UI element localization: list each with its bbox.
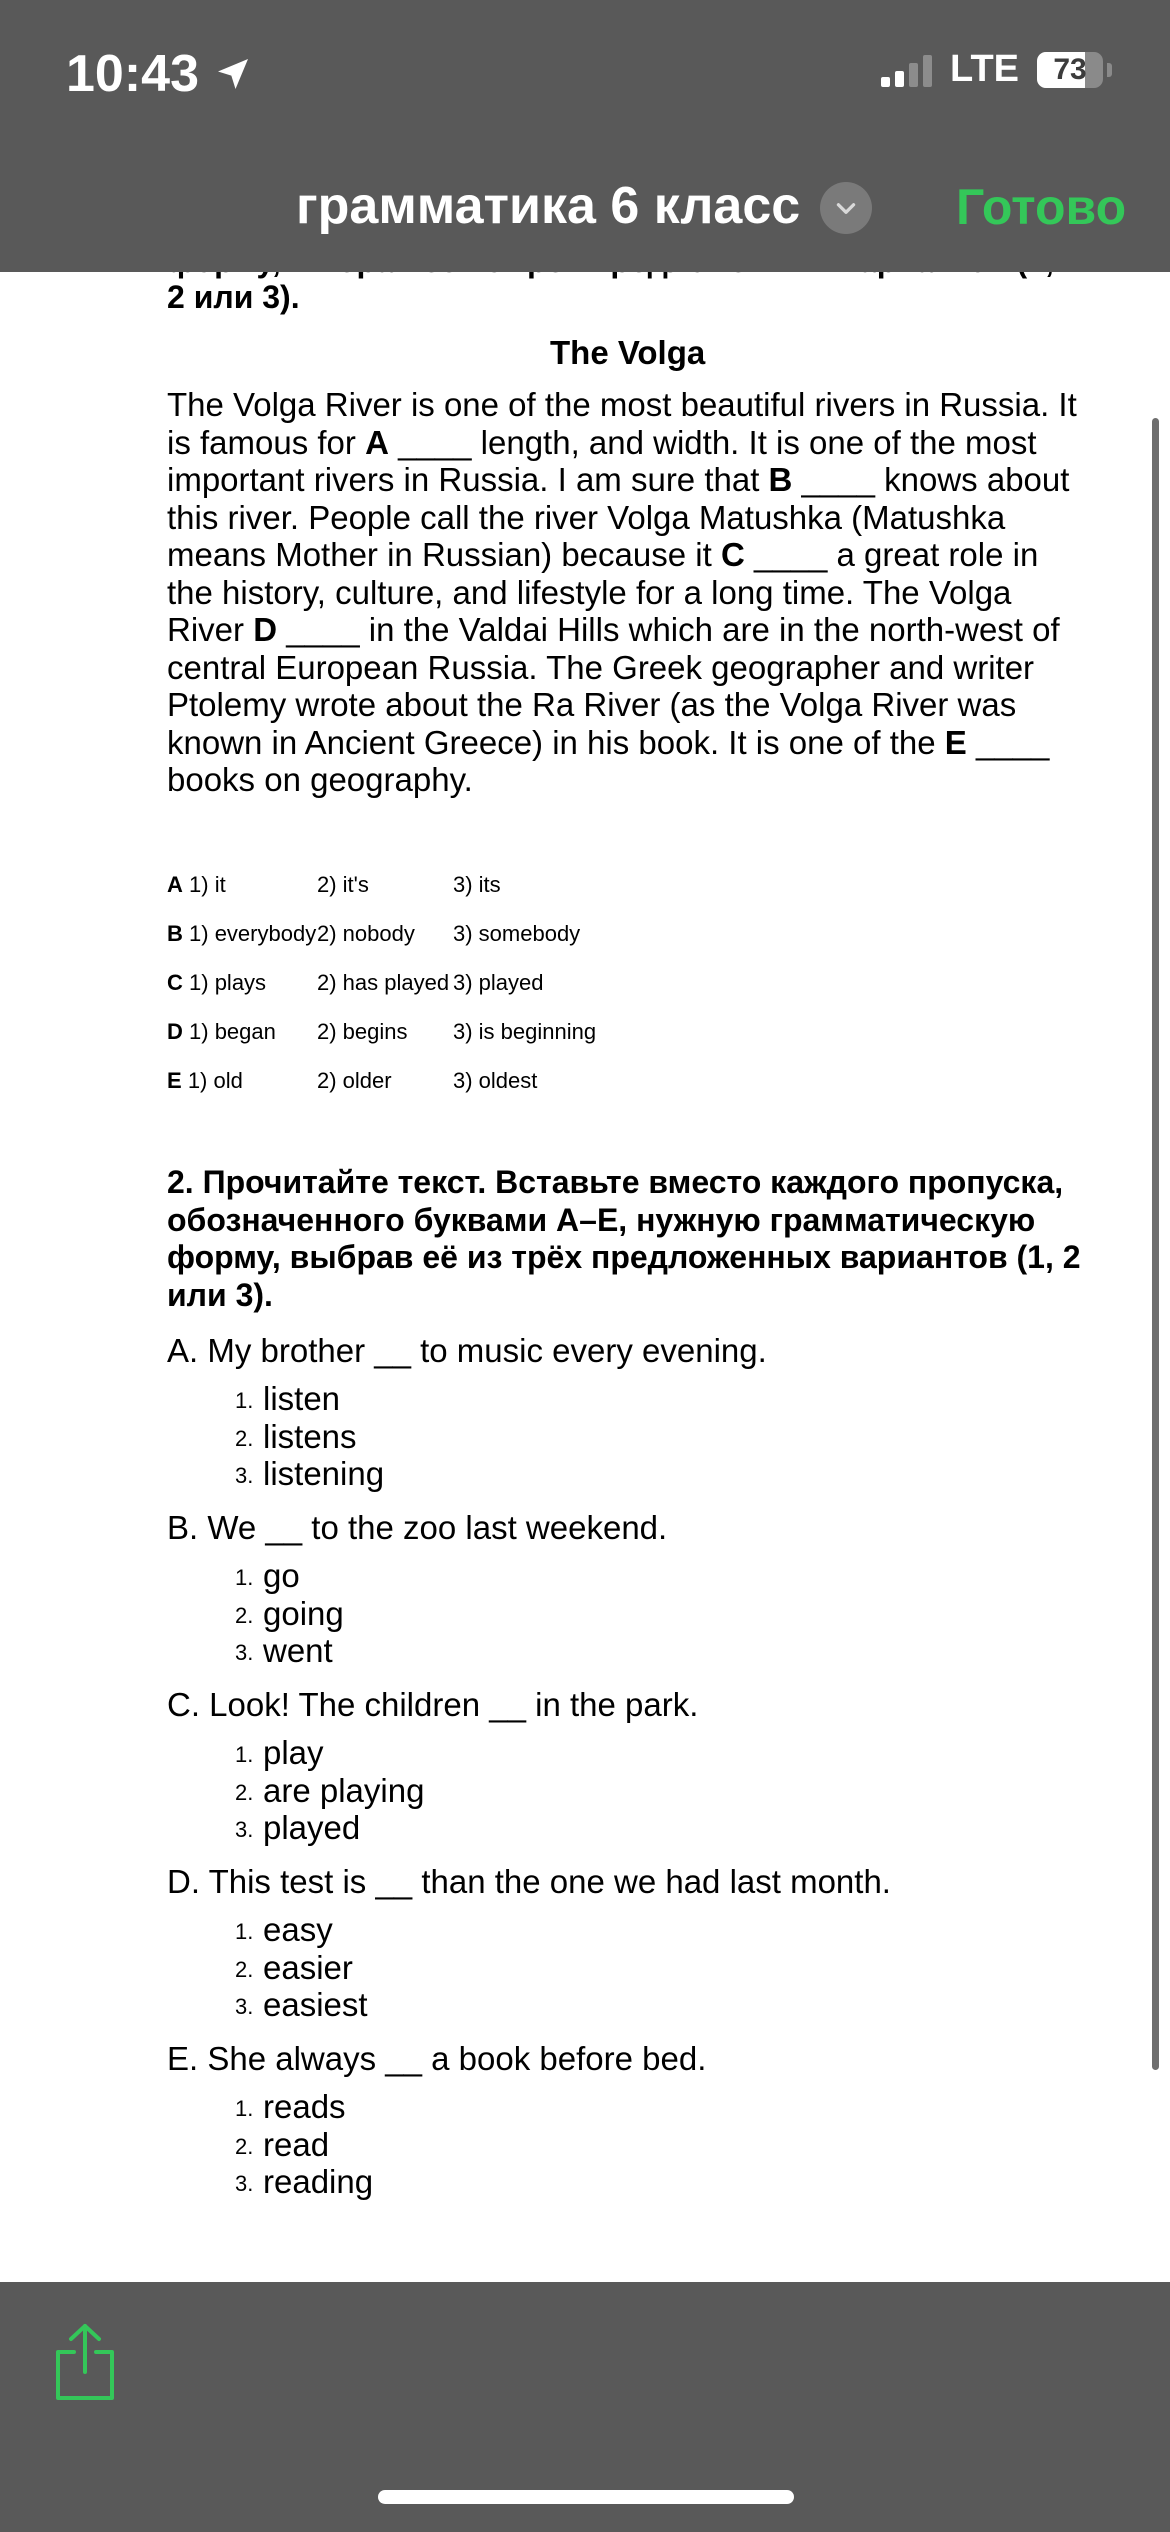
- top-bar: [0, 0, 1170, 272]
- share-icon[interactable]: [52, 2322, 118, 2402]
- task2-instruction: 2. Прочитайте текст. Вставьте вместо каждого пропуска, обозначенного буквами А–Е, нужную грамматическую форму, выбрав её из трёх предложенных вариантов (1, 2 или 3).: [167, 1164, 1081, 1313]
- chevron-down-icon: [833, 195, 859, 221]
- done-button[interactable]: Готово: [956, 179, 1127, 235]
- answer-list: [167, 2088, 1087, 2201]
- status-indicators: [881, 48, 1112, 91]
- location-arrow-icon: [213, 54, 253, 94]
- text-title: The Volga: [550, 334, 706, 371]
- list-item: easier: [263, 1948, 353, 1986]
- status-time: [66, 44, 253, 104]
- instruction-tail: 2 или 3).: [167, 279, 300, 315]
- battery-icon: [1037, 52, 1103, 88]
- question-a: [167, 1332, 1087, 1493]
- answer-list: [167, 1557, 1087, 1670]
- list-item: reading: [263, 2163, 374, 2200]
- list-item: listen: [263, 1380, 341, 1417]
- time-text: 10:43: [66, 45, 199, 103]
- question-text: C. Look! The children __ in the park.: [167, 1686, 699, 1723]
- question-text: B. We __ to the zoo last weekend.: [167, 1509, 668, 1546]
- list-item: read: [263, 2125, 330, 2163]
- list-item: are playing: [263, 1771, 425, 1809]
- list-item: reads: [263, 2088, 346, 2125]
- answer-list: [167, 1911, 1087, 2024]
- question-c: [167, 1686, 1087, 1847]
- table-row: D 1) began 2) begins 3) is beginning: [167, 1018, 597, 1044]
- list-item: listening: [263, 1455, 385, 1492]
- question-text: D. This test is __ than the one we had last month.: [167, 1863, 891, 1900]
- answer-list: [167, 1734, 1087, 1847]
- home-indicator[interactable]: [378, 2490, 794, 2504]
- list-item: played: [263, 1809, 361, 1846]
- reading-text: The Volga River is one of the most beautiful rivers in Russia. It is famous for A ____ length, and width. It is one of the most important rivers in Russia. I am sure that B ____ knows about this river. People call the river Volga Matushka (Matushka means Mother in Russian) because it C ____ a great role in the history, culture, and lifestyle for a long time. The Volga River D ____ in the Valdai Hills which are in the north-west of central European Russia. The Greek geographer and writer Ptolemy wrote about the Ra River (as the Volga River was known in Ancient Greece) in his book. It is one of the E ____ books on geography.: [167, 386, 1077, 798]
- battery-percent: 73: [1053, 52, 1087, 86]
- list-item: easy: [263, 1911, 333, 1948]
- table-row: A 1) it 2) it's 3) its: [167, 871, 501, 897]
- answer-list: [167, 1380, 1087, 1493]
- nav-bar: [0, 170, 1170, 250]
- question-text: E. She always __ a book before bed.: [167, 2040, 707, 2077]
- scrollbar[interactable]: [1152, 418, 1159, 2070]
- list-item: going: [263, 1594, 344, 1632]
- title-menu-button[interactable]: [820, 182, 872, 234]
- network-type: LTE: [950, 48, 1019, 90]
- list-item: go: [263, 1557, 300, 1594]
- table-row: B 1) everybody 2) nobody 3) somebody: [167, 920, 581, 946]
- list-item: listens: [263, 1417, 357, 1455]
- question-b: [167, 1509, 1087, 1670]
- options-table: [167, 860, 653, 1105]
- list-item: went: [263, 1632, 333, 1669]
- question-d: [167, 1863, 1087, 2024]
- document-title[interactable]: грамматика 6 класс: [296, 177, 801, 235]
- question-e: [167, 2040, 1087, 2201]
- battery-cap: [1107, 63, 1112, 77]
- table-row: C 1) plays 2) has played 3) played: [167, 969, 544, 995]
- list-item: easiest: [263, 1986, 368, 2023]
- list-item: play: [263, 1734, 324, 1771]
- question-text: A. My brother __ to music every evening.: [167, 1332, 767, 1369]
- cellular-signal-icon: [881, 53, 932, 87]
- table-row: E 1) old 2) older 3) oldest: [167, 1067, 538, 1093]
